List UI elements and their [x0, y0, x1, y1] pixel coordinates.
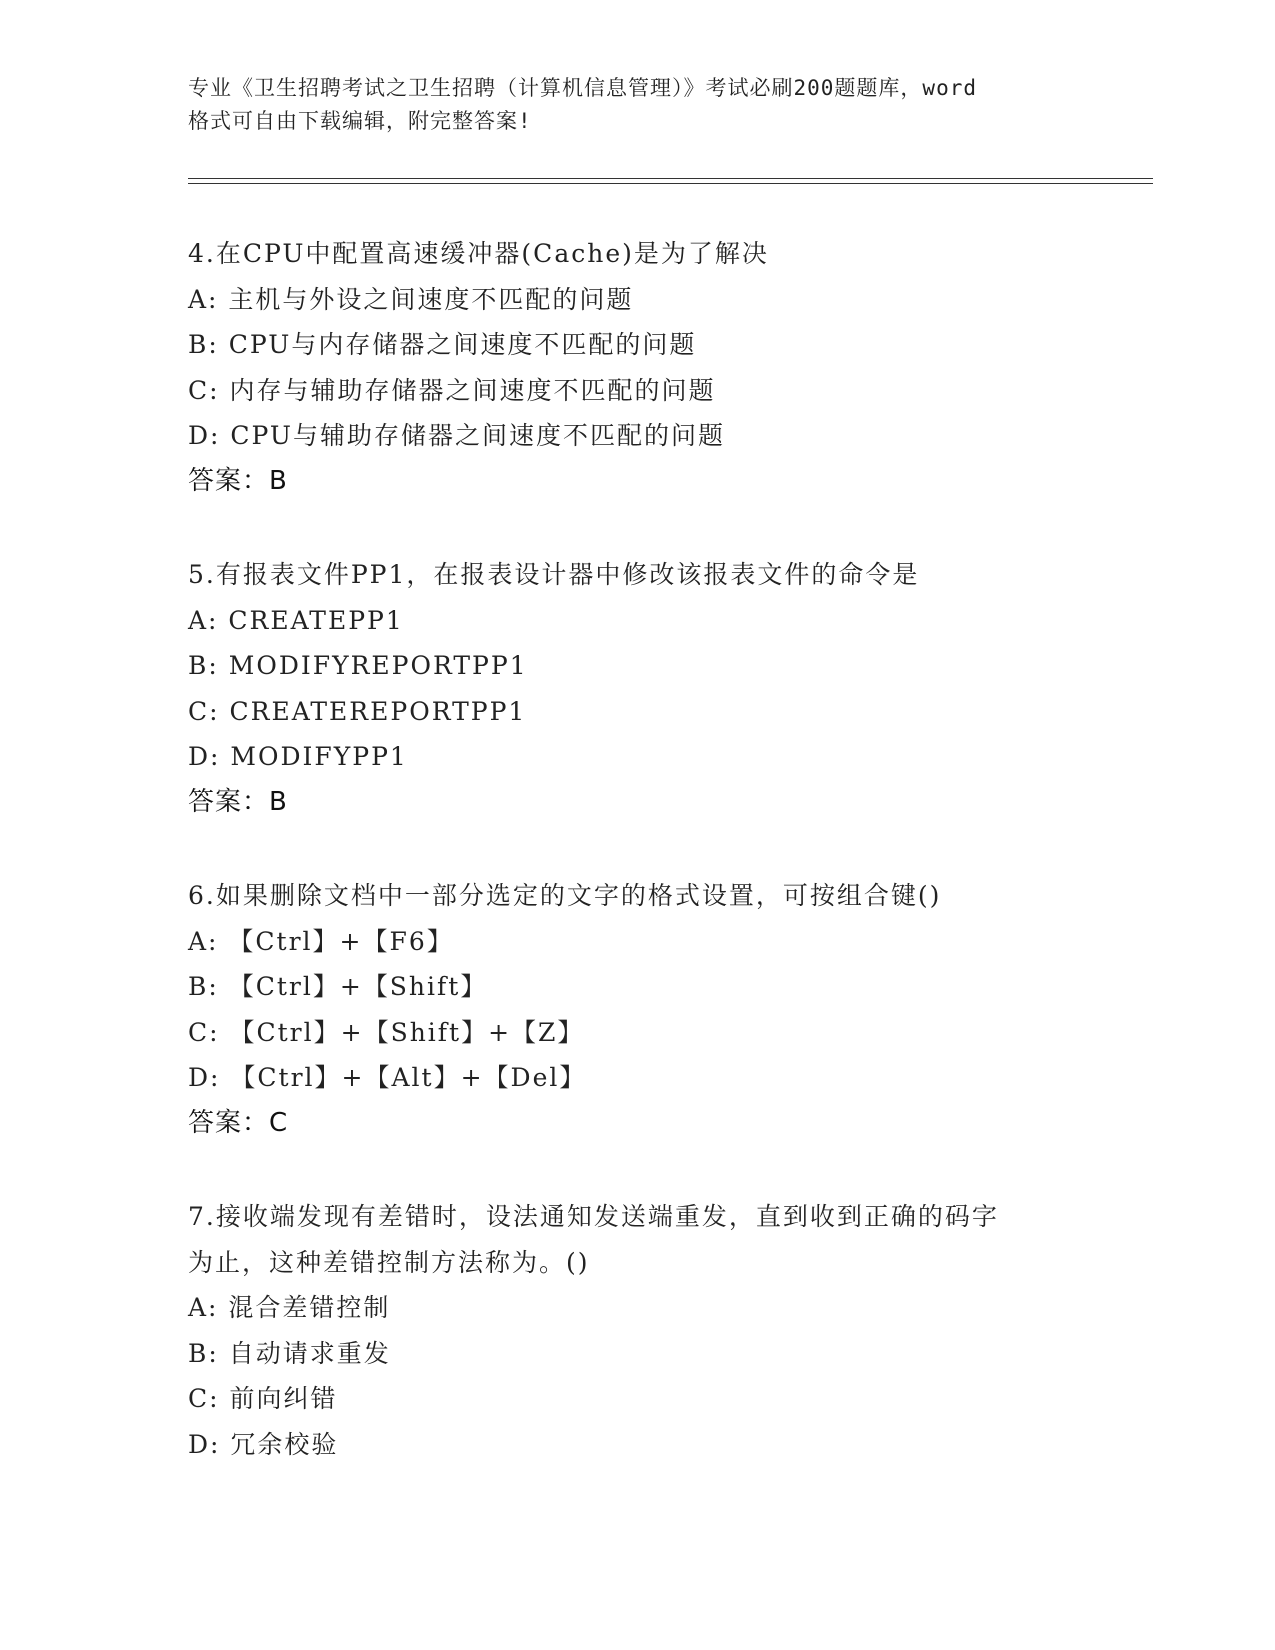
option-d: D: CPU与辅助存储器之间速度不匹配的问题: [188, 421, 725, 450]
question-stem-line-2: 为止，这种差错控制方法称为。(): [188, 1247, 590, 1277]
header-divider-top: [188, 178, 1153, 179]
document-header: [188, 72, 1088, 138]
option-a: A: CREATEPP1: [188, 605, 404, 635]
question-stem-line-1: 7.接收端发现有差错时，设法通知发送端重发，直到收到正确的码字: [188, 1202, 999, 1231]
option-b: B: CPU与内存储器之间速度不匹配的问题: [188, 330, 697, 359]
option-d: D: 冗余校验: [188, 1429, 339, 1459]
answer-label: 答案：C: [188, 1107, 289, 1138]
question-7: [188, 1194, 1088, 1467]
question-5: [188, 552, 1088, 825]
option-c: C: 内存与辅助存储器之间速度不匹配的问题: [188, 375, 716, 405]
option-d: D: 【Ctrl】+【Alt】+【Del】: [188, 1063, 587, 1092]
header-divider-bottom: [188, 183, 1153, 184]
option-c: C: CREATEREPORTPP1: [188, 696, 527, 726]
question-stem: 5.有报表文件PP1，在报表设计器中修改该报表文件的命令是: [188, 560, 920, 589]
answer-label: 答案：B: [188, 786, 288, 817]
option-b: B: MODIFYREPORTPP1: [188, 651, 528, 680]
header-title-line-1: 专业《卫生招聘考试之卫生招聘（计算机信息管理）》考试必刷200题题库，word: [188, 76, 977, 100]
answer-label: 答案：B: [188, 465, 288, 496]
question-4: [188, 231, 1088, 504]
option-a: A: 【Ctrl】+【F6】: [188, 926, 454, 956]
option-c: C: 前向纠错: [188, 1384, 338, 1413]
option-d: D: MODIFYPP1: [188, 742, 408, 771]
option-b: B: 自动请求重发: [188, 1338, 391, 1368]
option-a: A: 混合差错控制: [188, 1293, 391, 1322]
option-a: A: 主机与外设之间速度不匹配的问题: [188, 284, 634, 314]
option-b: B: 【Ctrl】+【Shift】: [188, 972, 488, 1001]
header-title-line-2: 格式可自由下载编辑，附完整答案!: [188, 109, 532, 133]
question-6: [188, 873, 1088, 1146]
option-c: C: 【Ctrl】+【Shift】+【Z】: [188, 1017, 585, 1047]
question-stem: 6.如果删除文档中一部分选定的文字的格式设置，可按组合键(): [188, 881, 942, 910]
question-stem: 4.在CPU中配置高速缓冲器(Cache)是为了解决: [188, 239, 769, 268]
